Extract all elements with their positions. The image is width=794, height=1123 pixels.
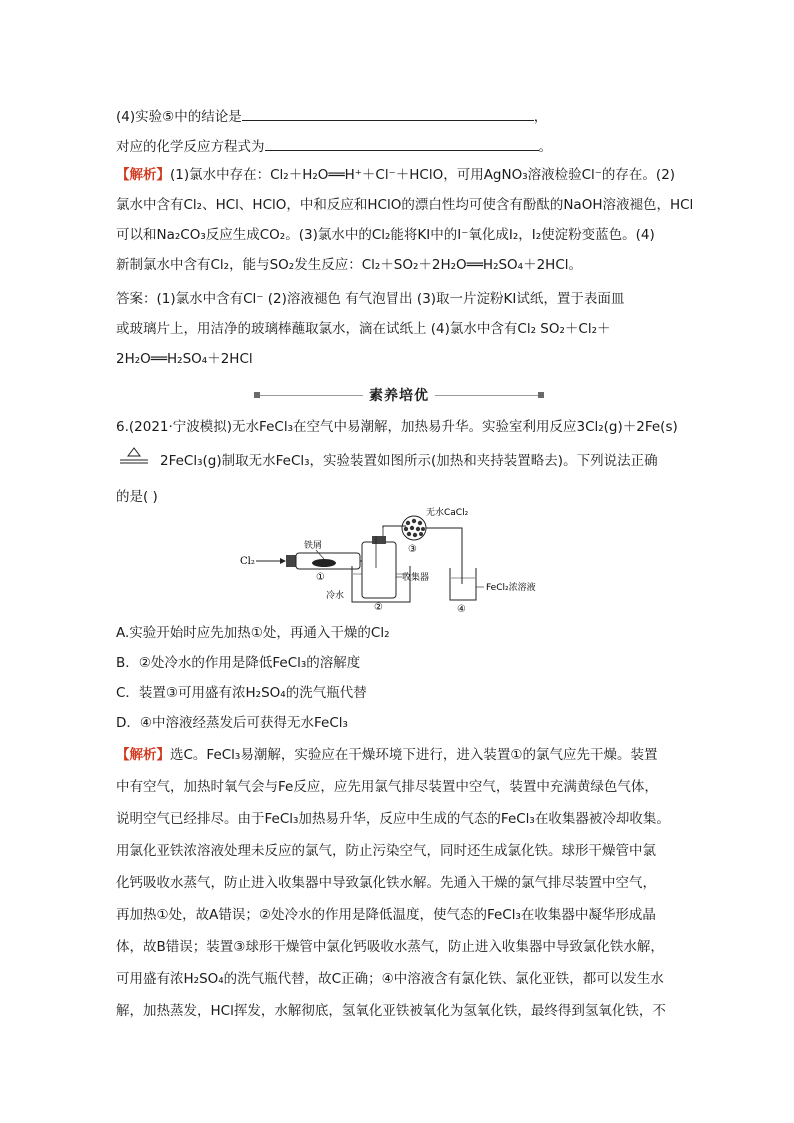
collector-bottle: [362, 542, 396, 598]
option-c: C．装置③可用盛有浓H₂SO₄的洗气瓶代替: [116, 685, 367, 701]
option-b: B．②处冷水的作用是降低FeCl₃的溶解度: [116, 655, 361, 671]
analysis-line: 【解析】选C。FeCl₃易潮解，实验应在干燥环境下进行，进入装置①的氯气应先干燥。装置: [116, 747, 658, 763]
analysis-line: 再加热①处，故A错误；②处冷水的作用是降低温度，使气态的FeCl₃在收集器中凝华形成晶: [116, 907, 656, 923]
answer-line: 答案：(1)氯水中含有Cl⁻ (2)溶液褪色 有气泡冒出 (3)取一片淀粉KI试纸，置于表面皿: [116, 291, 625, 307]
analysis-line: 说明空气已经排尽。由于FeCl₃加热易升华，反应中生成的气态的FeCl₃在收集器被冷却收集。: [116, 811, 670, 827]
number-3: ③: [408, 544, 417, 555]
analysis-tag: 【解析】: [116, 167, 170, 183]
iron-label: 铁屑: [304, 541, 323, 551]
cl2-label: Cl₂: [240, 556, 255, 567]
number-1: ①: [316, 572, 325, 583]
question-6-stem: 的是( ): [116, 489, 158, 505]
question-6-stem: 2FeCl₃(g)制取无水FeCl₃，实验装置如图所示(加热和夹持装置略去)。下列说法正确: [160, 453, 658, 469]
pointer-line: [316, 550, 324, 559]
stopper: [286, 555, 296, 567]
answer-blank[interactable]: [265, 136, 539, 151]
option-d: D．④中溶液经蒸发后可获得无水FeCl₃: [116, 715, 348, 731]
question-6-stem: 6.(2021·宁波模拟)无水FeCl₃在空气中易潮解，加热易升华。实验室利用反应3Cl₂(g)＋2Fe(s): [116, 419, 678, 435]
analysis-line: 中有空气，加热时氧气会与Fe反应，应先用氯气排尽装置中空气，装置中充满黄绿色气体，: [116, 779, 658, 795]
outlet-tube: [426, 528, 462, 584]
heating-arrow-icon: [118, 446, 150, 468]
option-a: A.实验开始时应先加热①处，再通入干燥的Cl₂: [116, 625, 390, 641]
iron-filings: [312, 559, 336, 567]
section-title: 素养培优: [363, 388, 435, 404]
analysis-line: 可以和Na₂CO₃反应生成CO₂。(3)氯水中的Cl₂能将KI中的I⁻氧化成I₂，I₂使淀粉变蓝色。(4): [116, 227, 655, 243]
arrow-head-icon: [280, 558, 286, 564]
apparatus-diagram: [236, 508, 566, 615]
number-4: ④: [457, 604, 466, 615]
answer-blank[interactable]: [242, 106, 534, 121]
answer-line: 或玻璃片上，用洁净的玻璃棒蘸取氯水，滴在试纸上 (4)氯水中含有Cl₂ SO₂＋Cl₂＋: [116, 321, 611, 337]
analysis-line: 氯水中含有Cl₂、HCl、HClO，中和反应和HClO的漂白性均可使含有酚酞的NaOH溶液褪色，HCl: [116, 197, 694, 213]
question-4-equation: 对应的化学反应方程式为 。: [116, 136, 686, 156]
question-4-conclusion: (4)实验⑤中的结论是 ，: [116, 106, 686, 126]
section-divider: [254, 386, 544, 406]
connect-tube: [383, 526, 402, 528]
collector-label: 收集器: [402, 573, 430, 583]
analysis-line: 用氯化亚铁浓溶液处理未反应的氯气，防止污染空气，同时还生成氯化铁。球形干燥管中氯: [116, 843, 656, 859]
analysis-tag: 【解析】: [116, 747, 170, 763]
analysis-line: 【解析】(1)氯水中存在：Cl₂＋H₂O══H⁺＋Cl⁻＋HClO，可用AgNO₃溶液检验Cl⁻的存在。(2): [116, 167, 676, 183]
analysis-line: 解，加热蒸发，HCl挥发，水解彻底，氢氧化亚铁被氧化为氢氧化铁，最终得到氢氧化铁，不: [116, 1003, 666, 1019]
cold-water-label: 冷水: [326, 591, 345, 601]
analysis-line: 体，故B错误；装置③球形干燥管中氯化钙吸收水蒸气，防止进入收集器中导致氯化铁水解，: [116, 939, 664, 955]
cacl2-label: 无水CaCl₂: [426, 508, 469, 518]
analysis-line: 新制氯水中含有Cl₂，能与SO₂发生反应：Cl₂＋SO₂＋2H₂O══H₂SO₄＋2HCl。: [116, 257, 583, 273]
answer-line: 2H₂O══H₂SO₄＋2HCl: [116, 351, 253, 367]
number-2: ②: [374, 602, 383, 613]
analysis-line: 化钙吸收水蒸气，防止进入收集器中导致氯化铁水解。先通入干燥的氯气排尽装置中空气，: [116, 875, 656, 891]
collector-stopper: [372, 536, 386, 544]
fecl2-label: FeCl₂浓溶液: [486, 583, 536, 593]
absorption-beaker: [450, 568, 476, 600]
analysis-line: 可用盛有浓H₂SO₄的洗气瓶代替，故C正确；④中溶液含有氯化铁、氯化亚铁，都可以发生水: [116, 971, 664, 987]
